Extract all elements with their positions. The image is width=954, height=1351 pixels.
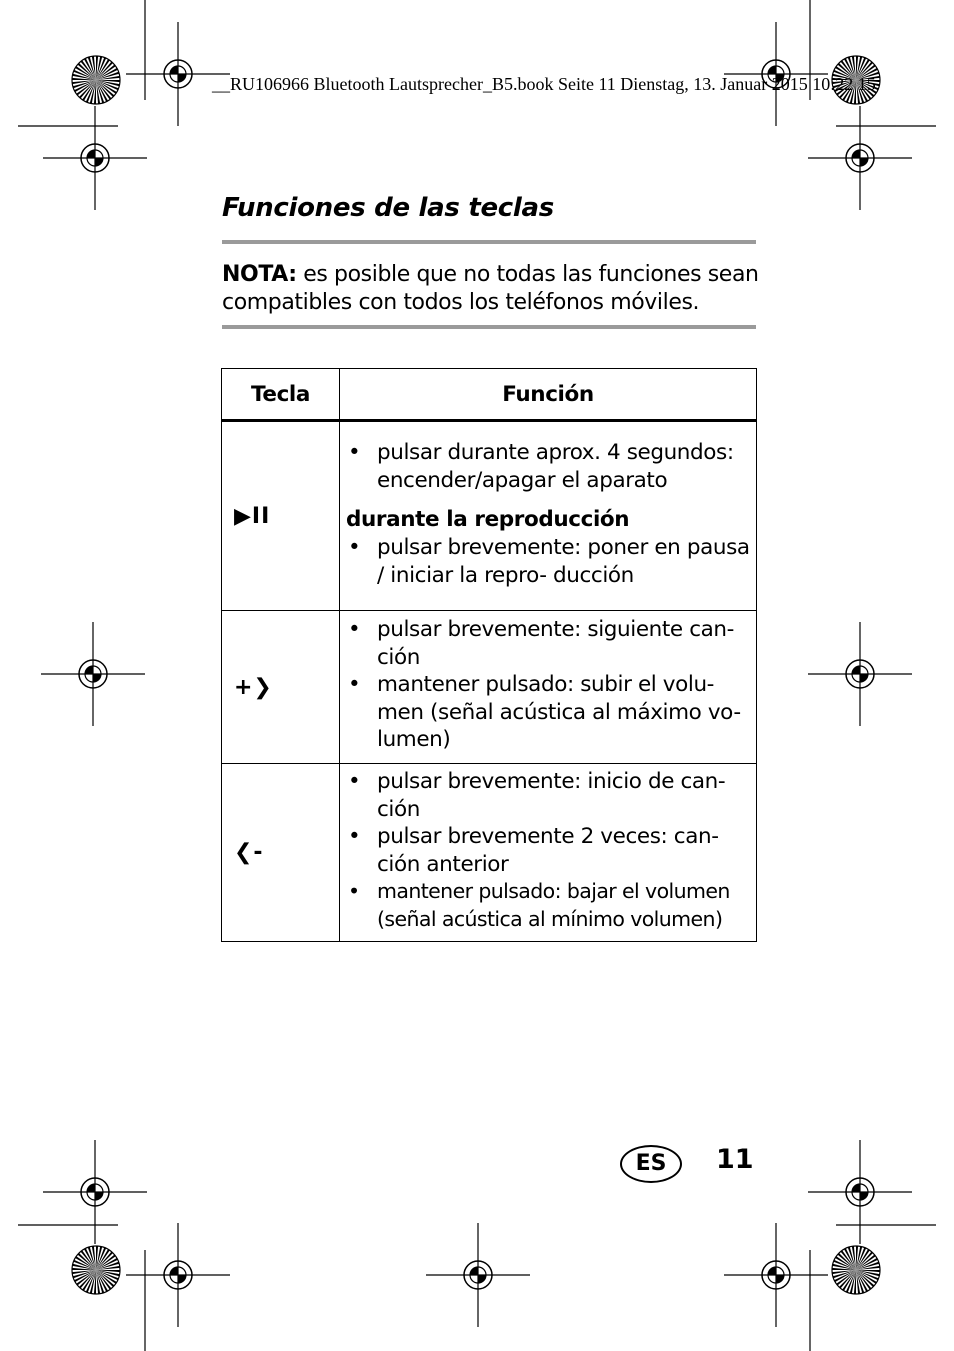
note-text: es posible que no todas las funciones sean compatibles con todos los teléfonos móviles. [222,262,759,315]
list-item: • pulsar brevemente 2 veces: can- ción anterior [346,823,750,878]
registration-mark-icon [43,106,147,210]
function-cell [340,421,757,611]
section-title: Funciones de las teclas [222,193,554,223]
function-cell [340,611,757,764]
table-header-row [222,369,757,421]
registration-mark-icon [808,622,912,726]
function-list [346,439,750,494]
table-row [222,611,757,764]
print-header: __RU106966 Bluetooth Lautsprecher_B5.book Seite 11 Dienstag, 13. Januar 2015 10:22 15 [212,74,876,94]
function-sublist [346,534,750,589]
function-cell [340,764,757,942]
list-item: • mantener pulsado: subir el volu- men (señal acústica al máximo vo- lumen) [346,671,750,754]
key-cell [222,421,340,611]
registration-mark-icon [43,1140,147,1244]
color-star-target-icon [832,1246,880,1294]
page-number: 11 [716,1144,754,1175]
registration-mark-icon [808,1140,912,1244]
column-header-function: Función [340,369,757,421]
divider-bottom [222,325,756,329]
registration-mark-icon [808,106,912,210]
volume-down-previous-icon: ❮- [234,840,264,865]
table-row [222,421,757,611]
list-item: • pulsar brevemente: poner en pausa / iniciar la repro- ducción [346,534,750,589]
note-label: NOTA: [222,262,297,287]
table-row [222,764,757,942]
function-list [346,768,750,933]
registration-mark-icon [426,1223,530,1327]
volume-up-next-icon: +❯ [234,674,273,700]
key-cell [222,764,340,942]
color-star-target-icon [72,1246,120,1294]
registration-mark-icon [41,622,145,726]
list-item: • pulsar durante aprox. 4 segundos: encender/apagar el aparato [346,439,750,494]
function-list [346,616,750,754]
color-star-target-icon [72,56,120,104]
key-functions-table [221,368,757,942]
divider-top [222,240,756,244]
list-item: • mantener pulsado: bajar el volumen (señal acústica al mínimo volumen) [346,878,750,933]
play-pause-icon: ▶II [234,503,271,529]
language-badge: ES [620,1145,682,1183]
list-item: • pulsar brevemente: inicio de can- ción [346,768,750,823]
note-paragraph [222,261,762,317]
registration-mark-icon [126,1223,230,1327]
subheading: durante la reproducción [346,507,630,532]
column-header-key: Tecla [222,369,340,421]
registration-mark-icon [724,1223,828,1327]
list-item: • pulsar brevemente: siguiente can- ción [346,616,750,671]
key-cell [222,611,340,764]
